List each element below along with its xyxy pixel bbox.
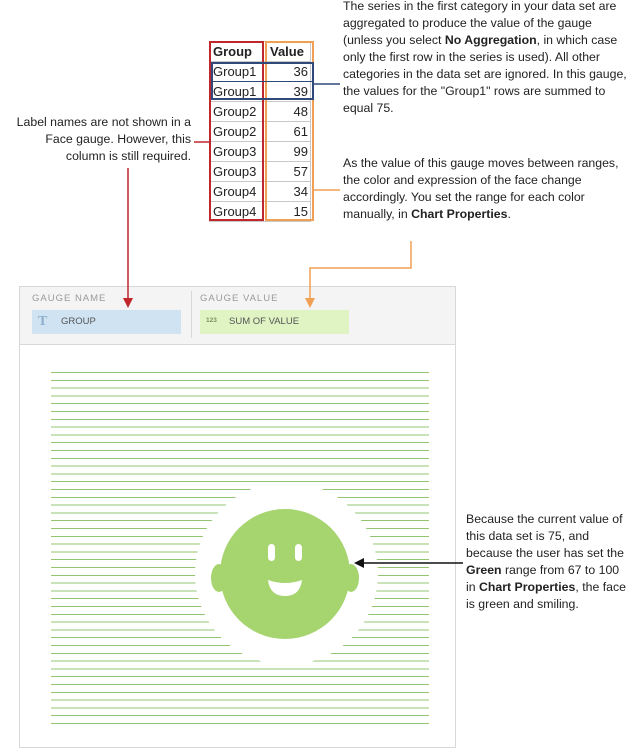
cell-group: Group3 — [210, 142, 267, 162]
cell-value: 48 — [267, 102, 311, 122]
annotation-bold: Chart Properties — [479, 580, 576, 594]
gauge-name-field-label: GROUP — [61, 316, 96, 327]
annotation-text: Because the current value of this data set is 75, and because the user has set the — [466, 512, 624, 560]
gauge-name-title: GAUGE NAME — [32, 293, 107, 304]
annotation-label-names: Label names are not shown in a Face gauge. However, this column is still required. — [16, 115, 191, 163]
black-connector — [354, 558, 463, 568]
red-connector — [123, 142, 209, 308]
smiling-face-icon — [211, 509, 359, 639]
annotation-text: As the value of this gauge moves between ranges, the color and expression of the face change accordingly. You set the range for each color manually, in — [343, 156, 619, 221]
cell-group: Group4 — [210, 182, 267, 202]
orange-connector — [305, 190, 411, 308]
annotation-text: The series in the first category in your data set are aggregated to produce the value of the gauge (unless you select — [343, 0, 617, 47]
cell-group: Group3 — [210, 162, 267, 182]
cell-group: Group1 — [210, 62, 267, 82]
annotation-text: , the face is green and smiling. — [466, 580, 626, 611]
header-value: Value — [267, 42, 311, 62]
cell-value: 15 — [267, 202, 311, 222]
cell-value: 34 — [267, 182, 311, 202]
annotation-bold: No Aggregation — [444, 33, 537, 47]
gauge-value-title: GAUGE VALUE — [200, 293, 279, 304]
red-arrowhead — [123, 298, 133, 308]
cell-group: Group4 — [210, 202, 267, 222]
header-group: Group — [210, 42, 267, 62]
cell-value: 36 — [267, 62, 311, 82]
cell-value: 57 — [267, 162, 311, 182]
annotation-text: . — [507, 207, 511, 221]
text-type-icon: T — [38, 314, 48, 329]
annotation-text: , in which case only the first row in the series is used). All other categories in the data set are ignored. In this gauge, the values for the "Group1" rows are summed to equal 75. — [343, 33, 627, 115]
cell-group: Group2 — [210, 122, 267, 142]
cell-group: Group1 — [210, 82, 267, 102]
annotation-bold: Chart Properties — [411, 207, 508, 221]
annotation-bold: Green — [466, 563, 502, 577]
numeric-type-icon: 123 — [206, 317, 217, 324]
cell-value: 39 — [267, 82, 311, 102]
annotation-text: range from 67 to 100 in — [466, 563, 620, 594]
cell-group: Group2 — [210, 102, 267, 122]
orange-arrowhead — [305, 298, 315, 308]
cell-value: 61 — [267, 122, 311, 142]
gauge-value-field-label: SUM OF VALUE — [229, 316, 300, 327]
cell-value: 99 — [267, 142, 311, 162]
